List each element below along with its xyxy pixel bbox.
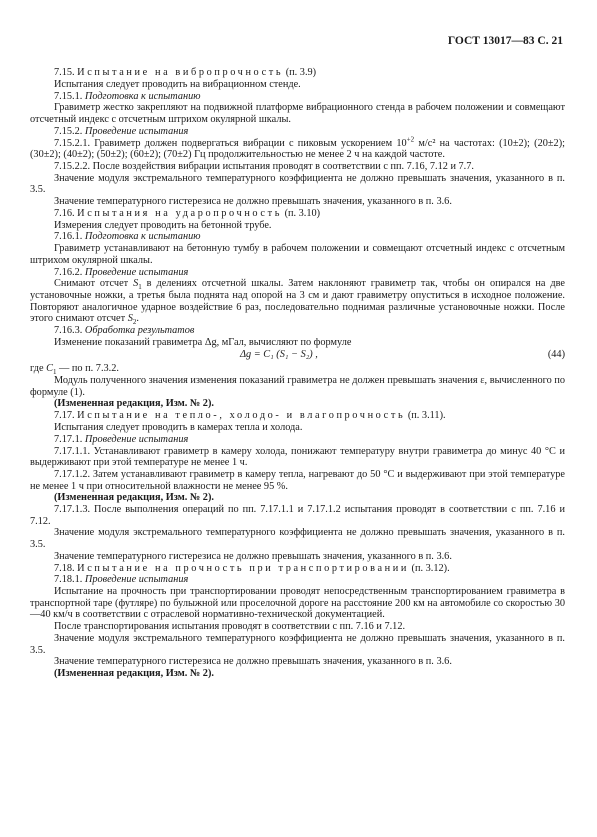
text-run: Гравиметр устанавливают на бетонную тумбу в рабочем положении и совмещают отсчетный индекс с отсчетным штрихом окулярной шкалы. (30, 243, 565, 266)
paragraph (30, 135, 565, 161)
paragraph (30, 363, 565, 375)
formula-number: (44) (547, 349, 565, 361)
text-run: 7.15. (54, 67, 78, 78)
paragraph (30, 422, 565, 434)
text-run: Испытания следует проводить на вибрационном стенде. (54, 78, 301, 90)
paragraph (30, 67, 565, 79)
paragraph (30, 173, 565, 196)
text-run: 7.15.2.1. Гравиметр должен подвергаться вибрации с пиковым ускорением 10 (54, 137, 407, 149)
text-run: Испытание на прочность при транспортировании (77, 562, 409, 574)
text-run: 7.17. (54, 410, 78, 422)
text-run: S (127, 313, 133, 325)
text-run: C (46, 363, 53, 375)
text-run: Проведение испытания (84, 574, 189, 586)
paragraph (30, 434, 565, 446)
text-run: Испытание на тепло-, холодо- и влагопрочность (77, 410, 406, 422)
paragraph (30, 551, 565, 563)
text-run: (п. 3.12). (408, 562, 450, 574)
text-run: 1 (138, 283, 142, 292)
text-run: (Измененная редакция, Изм. № 2). (54, 492, 214, 504)
text-run: (Измененная редакция, Изм. № 2). (54, 668, 214, 680)
text-run: (п. 3.11). (405, 410, 446, 422)
text-run: м/с² на частотах: (10±2); (20±2); (30±2); (40±2); (50±2); (60±2); (70±2) Гц продолжительностью не менее 2 ч на каждой частоте. (30, 137, 565, 161)
text-run: Гравиметр жестко закрепляют на подвижной платформе вибрационного стенда в рабочем положении и совмещают отсчетный индекс с отсчетным штрихом окулярной шкалы. (30, 102, 565, 125)
text-run: Значение модуля экстремального температурного коэффициента не должно превышать значения, указанного в п. 3.5. (30, 527, 565, 551)
text-run: Значение температурного гистерезиса не должно превышать значения, указанного в п. 3.6. (54, 196, 452, 208)
text-run: Испытания на ударопрочность (77, 207, 282, 219)
text-run: 7.16. (54, 207, 78, 219)
paragraph (30, 161, 565, 173)
text-run: Значение модуля экстремального температурного коэффициента не должно превышать значения, указанного в п. 3.5. (30, 632, 565, 656)
paragraph (30, 196, 565, 208)
text-run: 7.17.1.3. После выполнения операций по пп. 7.17.1.1 и 7.17.1.2 испытания проводят в соответствии с пп. 7.16 и 7.12. (30, 504, 565, 527)
paragraph (30, 504, 565, 527)
text-run: 7.17.1.1. Устанавливают гравиметр в камеру холода, понижают температуру внутри гравиметра до минус 40 °С и выдерживают при этой температуре не менее 1 ч. (30, 445, 565, 469)
text-run: 7.18.1. (54, 574, 85, 586)
paragraph (30, 375, 565, 398)
formula-text: Δg = C₁ (S₁ − S₂) , (240, 349, 318, 361)
paragraph (30, 446, 565, 469)
paragraph (30, 563, 565, 575)
text-run: 7.16.1. (54, 231, 85, 243)
paragraph (30, 492, 565, 504)
document-body (30, 67, 565, 680)
paragraph (30, 574, 565, 586)
text-run: 2 (132, 318, 137, 327)
text-run: Значение температурного гистерезиса не должно превышать значения, указанного в п. 3.6. (54, 656, 452, 668)
text-run: 1 (52, 368, 57, 377)
text-run: Проведение испытания (84, 266, 189, 278)
text-run: в делениях отсчетной шкалы. Затем наклоняют гравиметр так, чтобы он опирался на две установочные ножки, а третья была поднята над опорой на 3 см и дают гравиметру опуститься в исходное положение. Повторяют аналогичное ударное воздействие 6 раз, последовательно поднимая различные установочные ножки. После этого снимают отсчет (30, 278, 565, 325)
paragraph (30, 220, 565, 232)
paragraph (30, 586, 565, 621)
text-run: 7.18. (54, 562, 78, 574)
text-run: (Измененная редакция, Изм. № 2). (54, 398, 214, 410)
text-run: Подготовка к испытанию (84, 231, 201, 243)
text-run: где (30, 363, 47, 375)
text-run: Изменение показаний гравиметра Δg, мГал, вычисляют по формуле (54, 336, 352, 348)
text-run: Проведение испытания (84, 125, 189, 137)
paragraph (30, 656, 565, 668)
paragraph (30, 325, 565, 337)
text-run: 7.15.2. (54, 125, 85, 137)
paragraph (30, 267, 565, 279)
text-run: 7.15.2.2. После воздействия вибрации испытания проводят в соответствии с пп. 7.16, 7.12 и 7.7. (54, 160, 474, 172)
text-block-lower (30, 363, 565, 679)
paragraph (30, 337, 565, 349)
text-run: 7.17.1. (54, 433, 85, 445)
text-run: Измерения следует проводить на бетонной трубе. (54, 219, 272, 231)
paragraph (30, 410, 565, 422)
text-run: Значение температурного гистерезиса не должно превышать значения, указанного в п. 3.6. (54, 550, 452, 562)
text-run: После транспортирования испытания проводят в соответствии с пп. 7.16 и 7.12. (54, 621, 406, 633)
text-block-upper (30, 67, 565, 348)
text-run: Снимают отсчет (54, 278, 134, 290)
text-run: (п. 3.9) (283, 67, 317, 78)
text-run: 7.17.1.2. Затем устанавливают гравиметр в камеру тепла, нагревают до 50 °С и выдерживают при этой температуре не менее 1 ч при относительной влажности не менее 95 %. (30, 468, 565, 492)
text-run: S (133, 278, 139, 290)
paragraph (30, 398, 565, 410)
paragraph (30, 243, 565, 266)
text-run: Обработка результатов (84, 324, 195, 336)
paragraph (30, 208, 565, 220)
text-run: +2 (406, 135, 415, 144)
text-run: Испытание на прочность при транспортировании проводят непосредственным транспортированием гравиметра в транспортной таре (футляре) по булыжной или проселочной дороге на расстояние 200 км на автомобиле со скоростью 30—40 км/ч в соответствии с отраслевой нормативно-технической документацией. (30, 586, 565, 621)
paragraph (30, 278, 565, 327)
paragraph (30, 633, 565, 656)
text-run: (п. 3.10) (282, 207, 321, 219)
formula-44 (30, 349, 565, 363)
paragraph (30, 231, 565, 243)
paragraph (30, 668, 565, 680)
text-run: Проведение испытания (84, 433, 189, 445)
paragraph (30, 621, 565, 633)
text-run: Значение модуля экстремального температурного коэффициента не должно превышать значения, указанного в п. 3.5. (30, 172, 565, 196)
paragraph (30, 126, 565, 138)
page-header: ГОСТ 13017—83 С. 21 (447, 35, 563, 47)
paragraph (30, 91, 565, 103)
paragraph (30, 79, 565, 91)
text-run: 7.16.2. (54, 266, 85, 278)
text-run: Модуль полученного значения изменения показаний гравиметра не должен превышать значения ε, вычисленного по формуле (1). (30, 375, 565, 398)
paragraph (30, 469, 565, 492)
text-run: 7.16.3. (54, 324, 85, 336)
paragraph (30, 102, 565, 125)
text-run: 7.15.1. (54, 90, 85, 102)
paragraph (30, 527, 565, 550)
text-run: Испытания следует проводить в камерах тепла и холода. (54, 421, 303, 433)
text-run: Подготовка к испытанию (84, 90, 201, 102)
text-run: — по п. 7.3.2. (56, 363, 119, 375)
text-run: . (136, 313, 139, 325)
text-run: Испытание на вибропрочность (77, 67, 284, 78)
